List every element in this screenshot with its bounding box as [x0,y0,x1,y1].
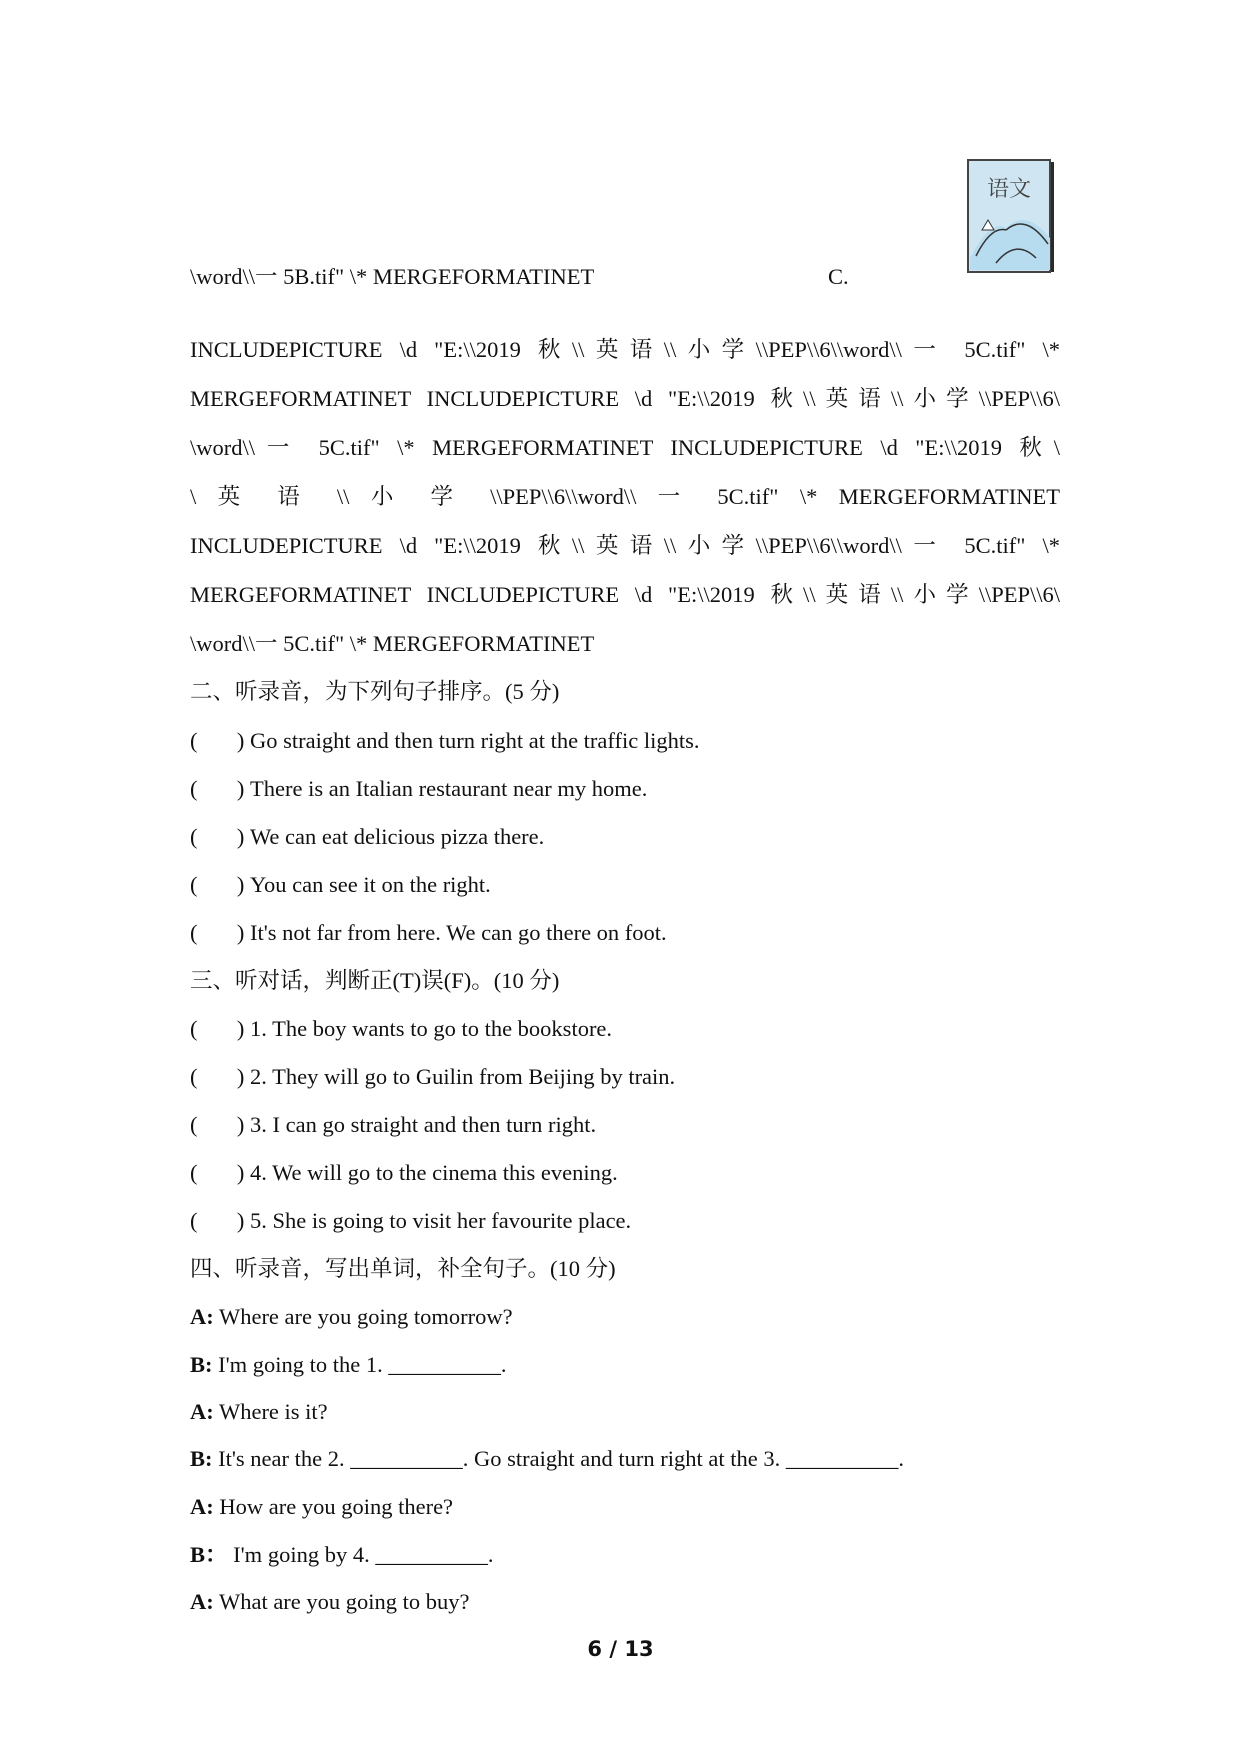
page-number: 6 / 13 [587,1637,654,1661]
dialogue-line: A: Where is it? [190,1399,328,1424]
speaker: B: [190,1446,213,1471]
dialogue-line: B： I'm going by 4. __________. [190,1542,494,1567]
field-code-line: INCLUDEPICTURE \d "E:\\2019 秋\\英语\\小学\\PEP\\6\\word\\一 5C.tif" \* [190,337,1060,362]
true-false-item: ( ) 1. The boy wants to go to the bookstore. [190,1014,1060,1044]
answer-blank[interactable]: ( ) [190,1112,245,1137]
answer-blank[interactable]: ( ) [190,776,245,801]
svg-text:语文: 语文 [986,177,1032,202]
speaker: A: [190,1494,214,1519]
true-false-item: ( ) 4. We will go to the cinema this evening. [190,1158,1060,1188]
answer-blank[interactable]: ( ) [190,1208,245,1233]
section-3-title: 三、听对话，判断正(T)误(F)。(10 分) [190,968,560,993]
ordering-item: ( ) We can eat delicious pizza there. [190,822,1060,852]
section-4-title: 四、听录音，写出单词，补全句子。(10 分) [190,1256,616,1281]
field-code-line: \word\\一 5B.tif" \* MERGEFORMATINET [190,264,595,289]
field-code-line: \ 英 语 \\ 小 学 \\PEP\\6\\word\\ 一 5C.tif" \* MERGEFORMATINET [190,484,1060,509]
speaker: B： [190,1542,228,1567]
ordering-item: ( ) It's not far from here. We can go there on foot. [190,918,1060,948]
ordering-item: ( ) You can see it on the right. [190,870,1060,900]
dialogue-line: B: I'm going to the 1. __________. [190,1352,507,1377]
speaker: A: [190,1304,214,1329]
dialogue-line: A: Where are you going tomorrow? [190,1304,513,1329]
option-c-label: C. [828,264,849,289]
field-code-line: MERGEFORMATINET INCLUDEPICTURE \d "E:\\2019 秋\\英语\\小学\\PEP\\6\ [190,582,1060,607]
dialogue-line: A: How are you going there? [190,1494,454,1519]
answer-blank[interactable]: ( ) [190,920,245,945]
answer-blank[interactable]: ( ) [190,728,245,753]
field-code-line: \word\\一 5C.tif" \* MERGEFORMATINET INCLUDEPICTURE \d "E:\\2019 秋\ [190,435,1060,460]
speaker: A: [190,1589,214,1614]
dialogue-line: A: What are you going to buy? [190,1589,470,1614]
answer-blank[interactable]: ( ) [190,872,245,897]
ordering-item: ( ) There is an Italian restaurant near my home. [190,774,1060,804]
chinese-book-image [966,158,1058,276]
answer-blank[interactable]: ( ) [190,1064,245,1089]
field-code-line: INCLUDEPICTURE \d "E:\\2019 秋\\英语\\小学\\PEP\\6\\word\\一 5C.tif" \* [190,533,1060,558]
ordering-item: ( ) Go straight and then turn right at the traffic lights. [190,726,1060,756]
true-false-item: ( ) 2. They will go to Guilin from Beijing by train. [190,1062,1060,1092]
speaker: B: [190,1352,213,1377]
dialogue-line: B: It's near the 2. __________. Go straight and turn right at the 3. __________. [190,1446,904,1471]
section-2-title: 二、听录音，为下列句子排序。(5 分) [190,679,560,704]
answer-blank[interactable]: ( ) [190,1016,245,1041]
answer-blank[interactable]: ( ) [190,1160,245,1185]
speaker: A: [190,1399,214,1424]
field-code-line: \word\\一 5C.tif" \* MERGEFORMATINET [190,631,595,656]
true-false-item: ( ) 5. She is going to visit her favourite place. [190,1206,1060,1236]
answer-blank[interactable]: ( ) [190,824,245,849]
true-false-item: ( ) 3. I can go straight and then turn right. [190,1110,1060,1140]
field-code-line: MERGEFORMATINET INCLUDEPICTURE \d "E:\\2019 秋\\英语\\小学\\PEP\\6\ [190,386,1060,411]
